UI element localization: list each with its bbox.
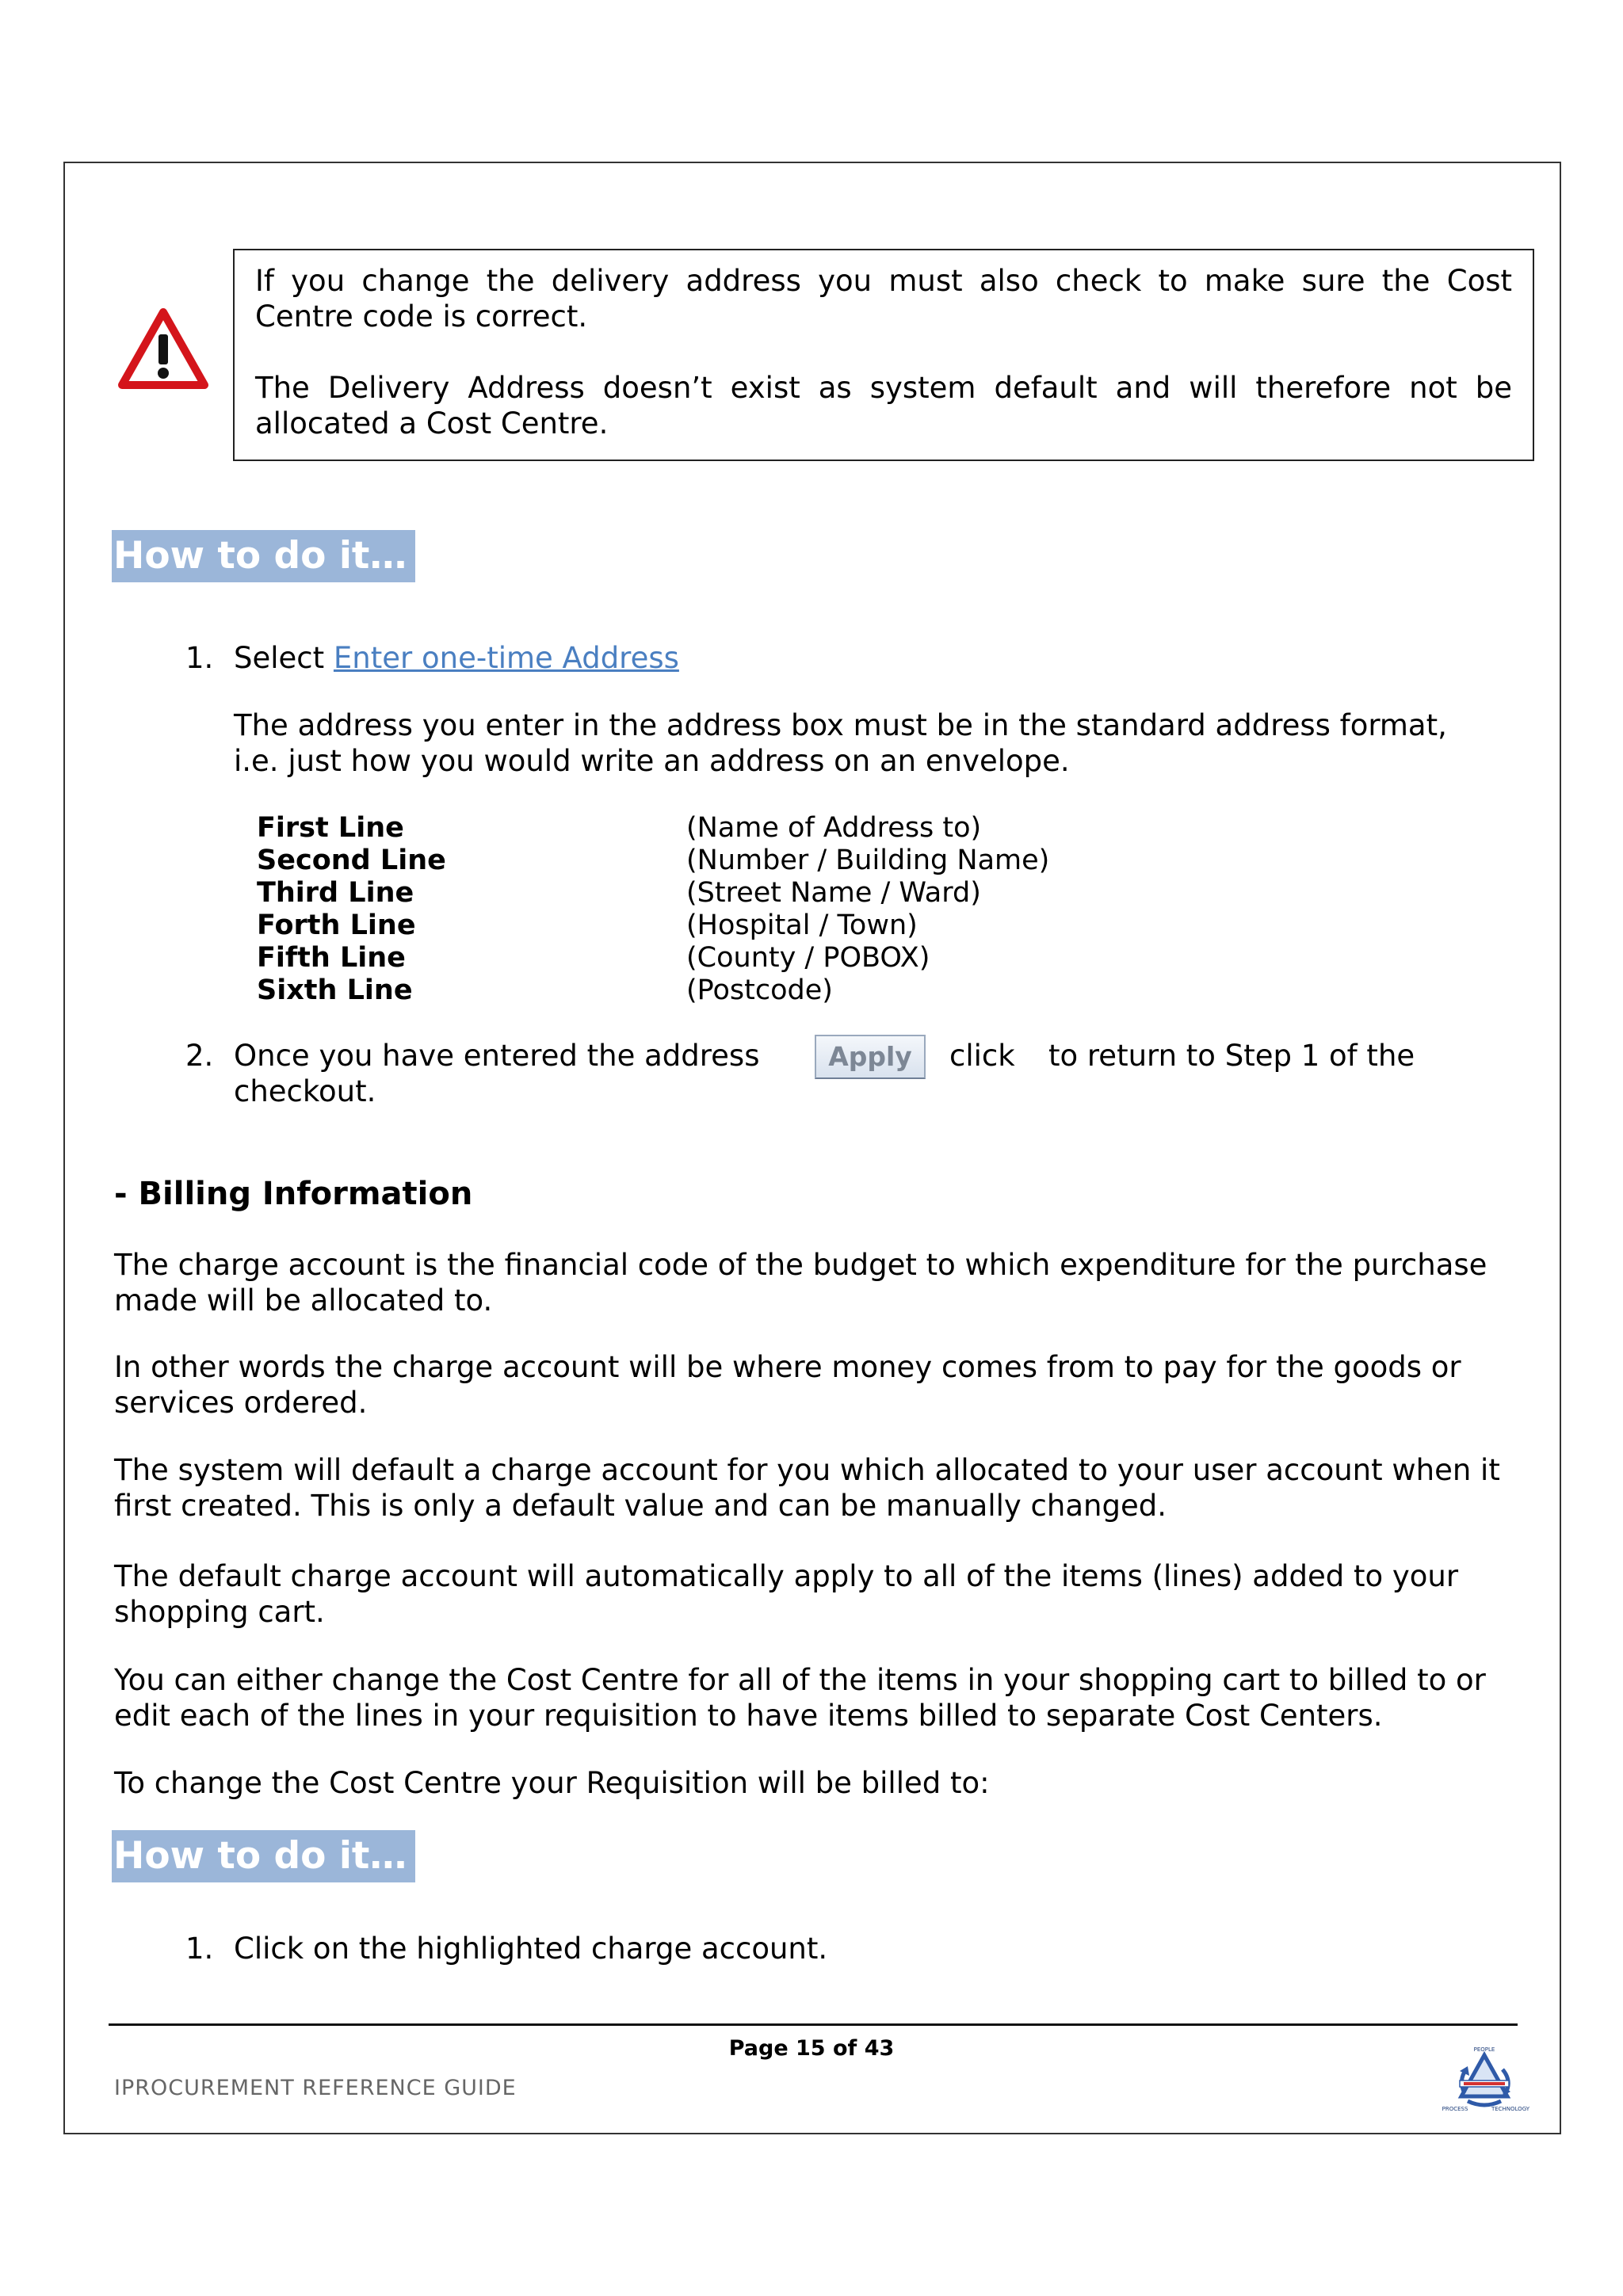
address-line-desc: (County / POBOX) [686, 942, 930, 974]
address-line-label: Third Line [257, 877, 414, 909]
billing-paragraph: In other words the charge account will be where money comes from to pay for the goods or services ordered. [114, 1350, 1461, 1420]
howto-heading: How to do it… [112, 1830, 415, 1882]
warning-paragraph: If you change the delivery address you must also check to make sure the Cost Centre code is correct. [255, 264, 1512, 334]
step-number: 1. [185, 641, 214, 675]
page-number: Page 15 of 43 [728, 2036, 895, 2061]
warning-paragraph: The Delivery Address doesn’t exist as system default and will therefore not be allocated a Cost Centre. [255, 371, 1512, 441]
howto-heading: How to do it… [112, 530, 415, 582]
organisation-logo [1442, 2044, 1530, 2115]
billing-paragraph: To change the Cost Centre your Requisition will be billed to: [114, 1766, 990, 1800]
warning-icon [117, 307, 209, 391]
footer-rule [109, 2023, 1518, 2026]
billing-heading: - Billing Information [114, 1176, 473, 1212]
address-line-label: First Line [257, 812, 404, 844]
billing-paragraph: The default charge account will automatically apply to all of the items (lines) added to your shopping cart. [114, 1559, 1459, 1629]
apply-button[interactable]: Apply [815, 1035, 926, 1079]
billing-paragraph: The system will default a charge account for you which allocated to your user account when it first created. This is only a default value and can be manually changed. [114, 1453, 1500, 1523]
step-text-prefix: Select [234, 641, 325, 675]
address-line-desc: (Name of Address to) [686, 812, 982, 844]
logo-text: PEOPLE [1473, 2046, 1495, 2053]
step-number: 2. [185, 1039, 214, 1073]
address-line-desc: (Number / Building Name) [686, 845, 1050, 876]
warning-box [233, 249, 1534, 461]
address-line-desc: (Hospital / Town) [686, 910, 918, 941]
document-title: IPROCUREMENT REFERENCE GUIDE [114, 2076, 517, 2100]
logo-text: TECHNOLOGY [1491, 2106, 1530, 2112]
address-line-label: Sixth Line [257, 974, 413, 1006]
address-line-desc: (Street Name / Ward) [686, 877, 981, 909]
step-number: 1. [185, 1932, 214, 1966]
step-text: click [949, 1039, 1015, 1073]
address-line-desc: (Postcode) [686, 974, 833, 1006]
address-line-label: Second Line [257, 845, 446, 876]
one-time-address-link[interactable]: Enter one-time Address [333, 641, 679, 675]
step-text: Click on the highlighted charge account. [234, 1932, 828, 1966]
step-text [234, 640, 679, 676]
billing-paragraph: The charge account is the financial code of the budget to which expenditure for the purchase made will be allocated to. [114, 1248, 1487, 1318]
step-text: Once you have entered the address [234, 1039, 760, 1073]
address-line-label: Forth Line [257, 910, 416, 941]
address-line-label: Fifth Line [257, 942, 406, 974]
step-text: to return to Step 1 of the [1048, 1039, 1415, 1073]
billing-paragraph: You can either change the Cost Centre for all of the items in your shopping cart to billed to or edit each of the lines in your requisition to have items billed to separate Cost Centers. [114, 1663, 1486, 1733]
address-note: The address you enter in the address box must be in the standard address format, i.e. just how you would write an address on an envelope. [234, 708, 1447, 778]
step-text: checkout. [234, 1074, 376, 1108]
logo-text: PROCESS [1442, 2106, 1468, 2112]
